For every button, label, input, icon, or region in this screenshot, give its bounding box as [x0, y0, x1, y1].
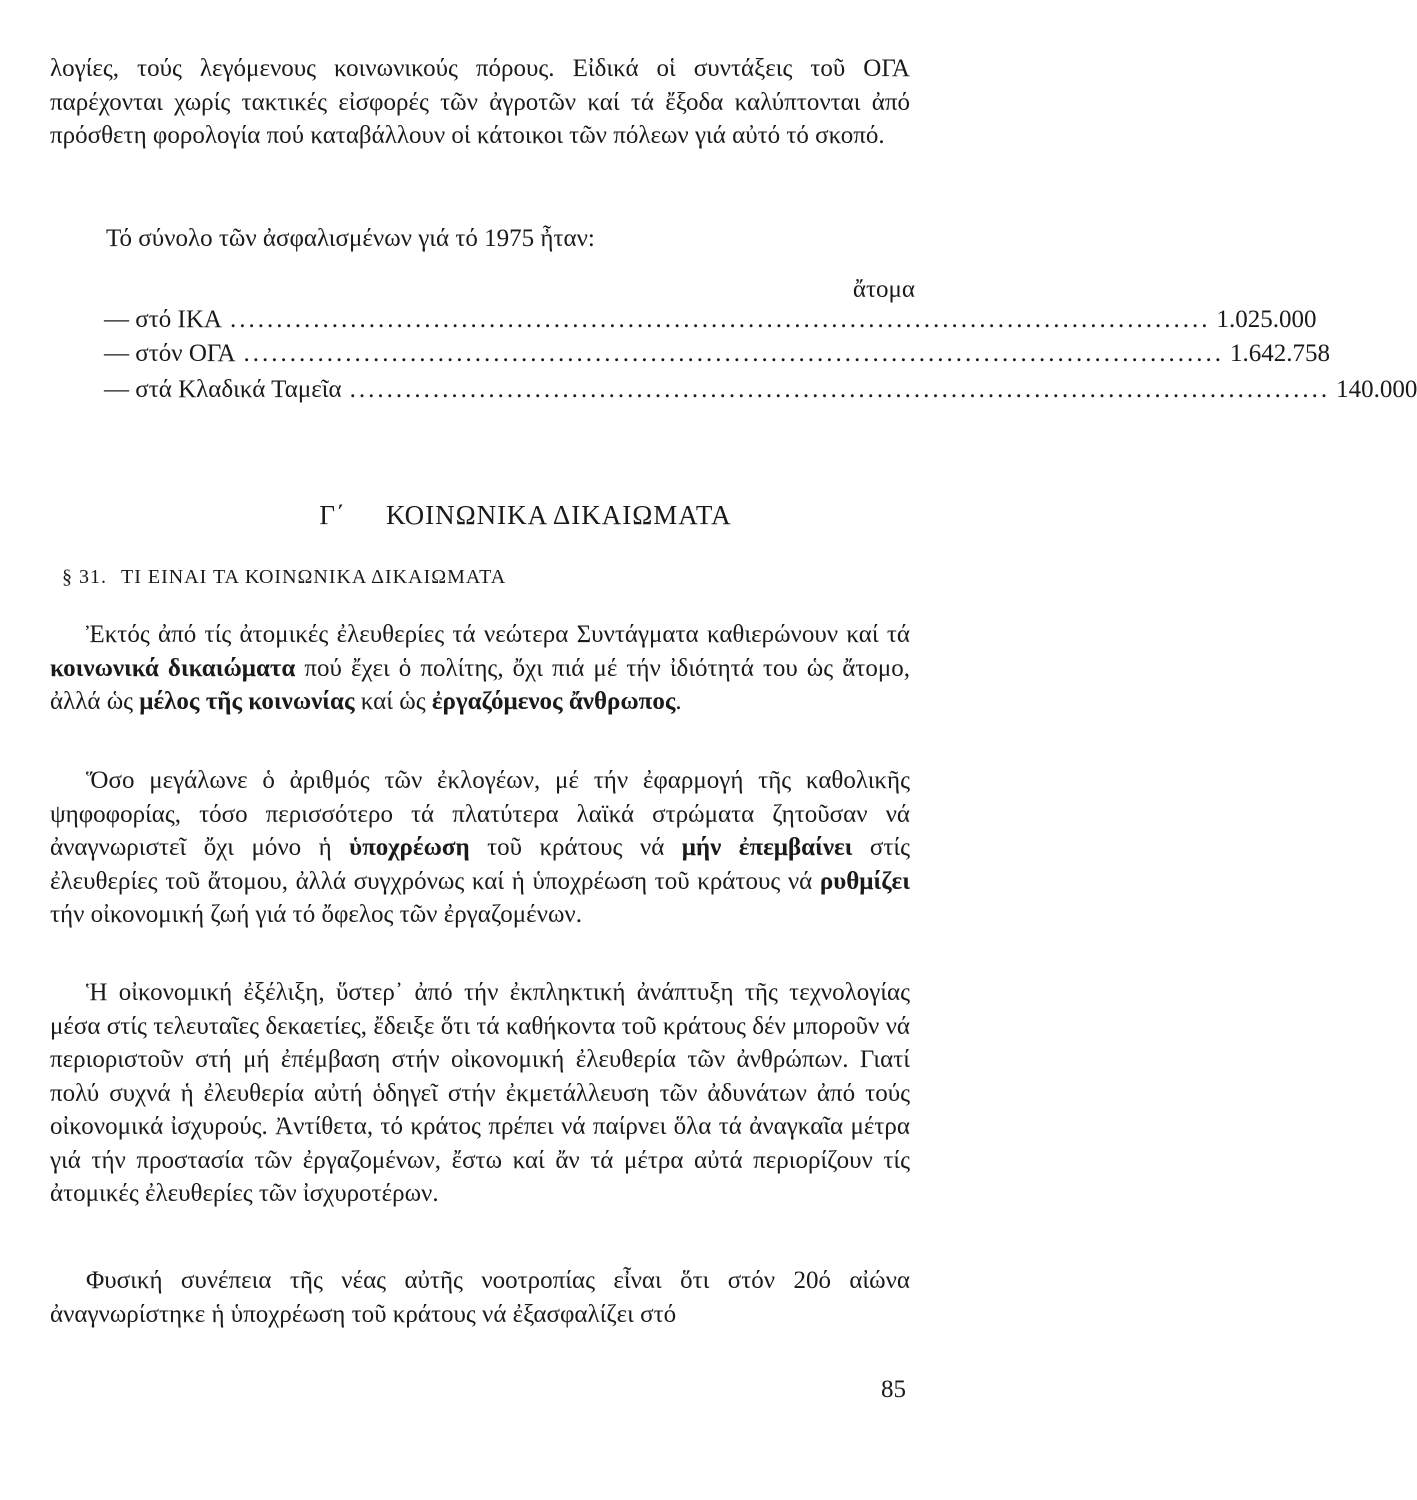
p1-bold: κοινωνικά δικαιώματα [50, 654, 296, 682]
intro-paragraph [50, 52, 910, 153]
p2-text: στίς ἐλευθερίες τοῦ ἄτομου, ἀλλά συγχρόνως καί ἡ ὑποχρέωση τοῦ κράτους νά [50, 834, 911, 895]
page-number: 85 [881, 1376, 906, 1403]
p2-bold: μήν ἐπεμβαίνει [681, 834, 853, 861]
section-title: ΚΟΙΝΩΝΙΚΑ ΔΙΚΑΙΩΜΑΤΑ [385, 500, 732, 530]
section-heading [0, 500, 1051, 531]
paragraph-3 [50, 976, 910, 1211]
totals-row-value: 1.025.000 [1216, 306, 1317, 333]
paragraph-2 [50, 764, 910, 932]
subsection-title: ΤΙ ΕΙΝΑΙ ΤΑ ΚΟΙΝΩΝΙΚΑ ΔΙΚΑΙΩΜΑΤΑ [121, 566, 507, 588]
p1-bold: ἐργαζόμενος ἄνθρωπος [431, 688, 676, 715]
p1-text: πού ἔχει ὁ πολίτης, ὄχι πιά μέ τήν ἰδιότητά του ὡς ἄτομο, ἀλλά ὡς [50, 654, 910, 715]
totals-row-label: — στό ΙΚΑ [104, 306, 222, 333]
p1-text: καί ὡς [354, 688, 432, 715]
totals-row [104, 376, 1417, 410]
p2-bold: ὑποχρέωση [349, 834, 470, 861]
p1-text: Ἐκτός ἀπό τίς ἀτομικές ἐλευθερίες τά νεώτερα Συντάγματα καθιερώνουν καί τά [86, 621, 910, 648]
leader-dots: .......................................................................................................... [229, 306, 1211, 333]
leader-dots: .......................................................................................................... [349, 376, 1331, 403]
totals-row-value: 140.000 [1336, 376, 1417, 403]
p2-text: τήν οἰκονομική ζωή γιά τό ὄφελος τῶν ἐργαζομένων. [50, 901, 582, 928]
p3-text: Ἡ οἰκονομική ἐξέλιξη, ὕστερ᾽ ἀπό τήν ἐκπληκτική ἀνάπτυξη τῆς τεχνολογίας μέσα στίς τελευταῖες δεκαετίες, ἔδειξε ὅτι τά καθήκοντα τοῦ κράτους δέν μποροῦν νά περιοριστοῦν στή μή ἐπέμβαση στήν οἰκονομική ἐλευθερία τῶν ἀνθρώπων. Γιατί πολύ συχνά ἡ ἐλευθερία αὐτή ὁδηγεῖ στήν ἐκμετάλλευση τῶν ἀδυνάτων ἀπό τούς οἰκονομικά ἰσχυρούς. Ἀντίθετα, τό κράτος πρέπει νά παίρνει ὅλα τά ἀναγκαῖα μέτρα γιά τήν προστασία τῶν ἐργαζομένων, ἔστω καί ἄν τά μέτρα αὐτά περιορίζουν τίς ἀτομικές ἐλευθερίες τῶν ἰσχυροτέρων. [50, 979, 910, 1207]
paragraph-4 [50, 1264, 910, 1331]
p4-text: Φυσική συνέπεια τῆς νέας αὐτῆς νοοτροπίας εἶναι ὅτι στόν 20ό αἰώνα ἀναγνωρίστηκε ἡ ὑποχρέωση τοῦ κράτους νά ἐξασφαλίζει στό [50, 1267, 910, 1328]
p1-bold: μέλος τῆς κοινωνίας [139, 688, 355, 715]
paragraph-1 [50, 618, 910, 719]
p2-text: τοῦ κράτους νά [469, 834, 682, 861]
p2-text: Ὅσο μεγάλωνε ὁ ἀριθμός τῶν ἐκλογέων, μέ τήν ἐφαρμογή τῆς καθολικῆς ψηφοφορίας, τόσο περισσότερο τά πλατύτερα λαϊκά στρώματα ζητοῦσαν νά ἀναγνωριστεῖ ὄχι μόνο ἡ [50, 767, 910, 861]
section-number: Γ΄ [319, 500, 346, 530]
subsection-heading [62, 566, 506, 589]
subsection-sign: § 31. [62, 566, 107, 588]
totals-intro: Τό σύνολο τῶν ἀσφαλισμένων γιά τό 1975 ἦταν: [106, 225, 595, 252]
totals-unit: ἄτομα [852, 276, 915, 303]
intro-text: λογίες, τούς λεγόμενους κοινωνικούς πόρους. Εἰδικά οἱ συντάξεις τοῦ ΟΓΑ παρέχονται χωρίς τακτικές εἰσφορές τῶν ἀγροτῶν καί τά ἔξοδα καλύπτονται ἀπό πρόσθετη φορολογία πού καταβάλλουν οἱ κάτοικοι τῶν πόλεων γιά αὐτό τό σκοπό. [50, 55, 910, 149]
p2-bold: ρυθμίζει [819, 867, 910, 895]
p1-text: . [675, 688, 682, 715]
totals-row [104, 340, 1331, 374]
totals-row-value: 1.642.758 [1230, 340, 1331, 367]
totals-row-label: — στά Κλαδικά Ταμεῖα [104, 376, 342, 403]
leader-dots: .......................................................................................................... [243, 340, 1225, 367]
totals-row [104, 306, 1317, 340]
totals-row-label: — στόν ΟΓΑ [104, 340, 236, 367]
